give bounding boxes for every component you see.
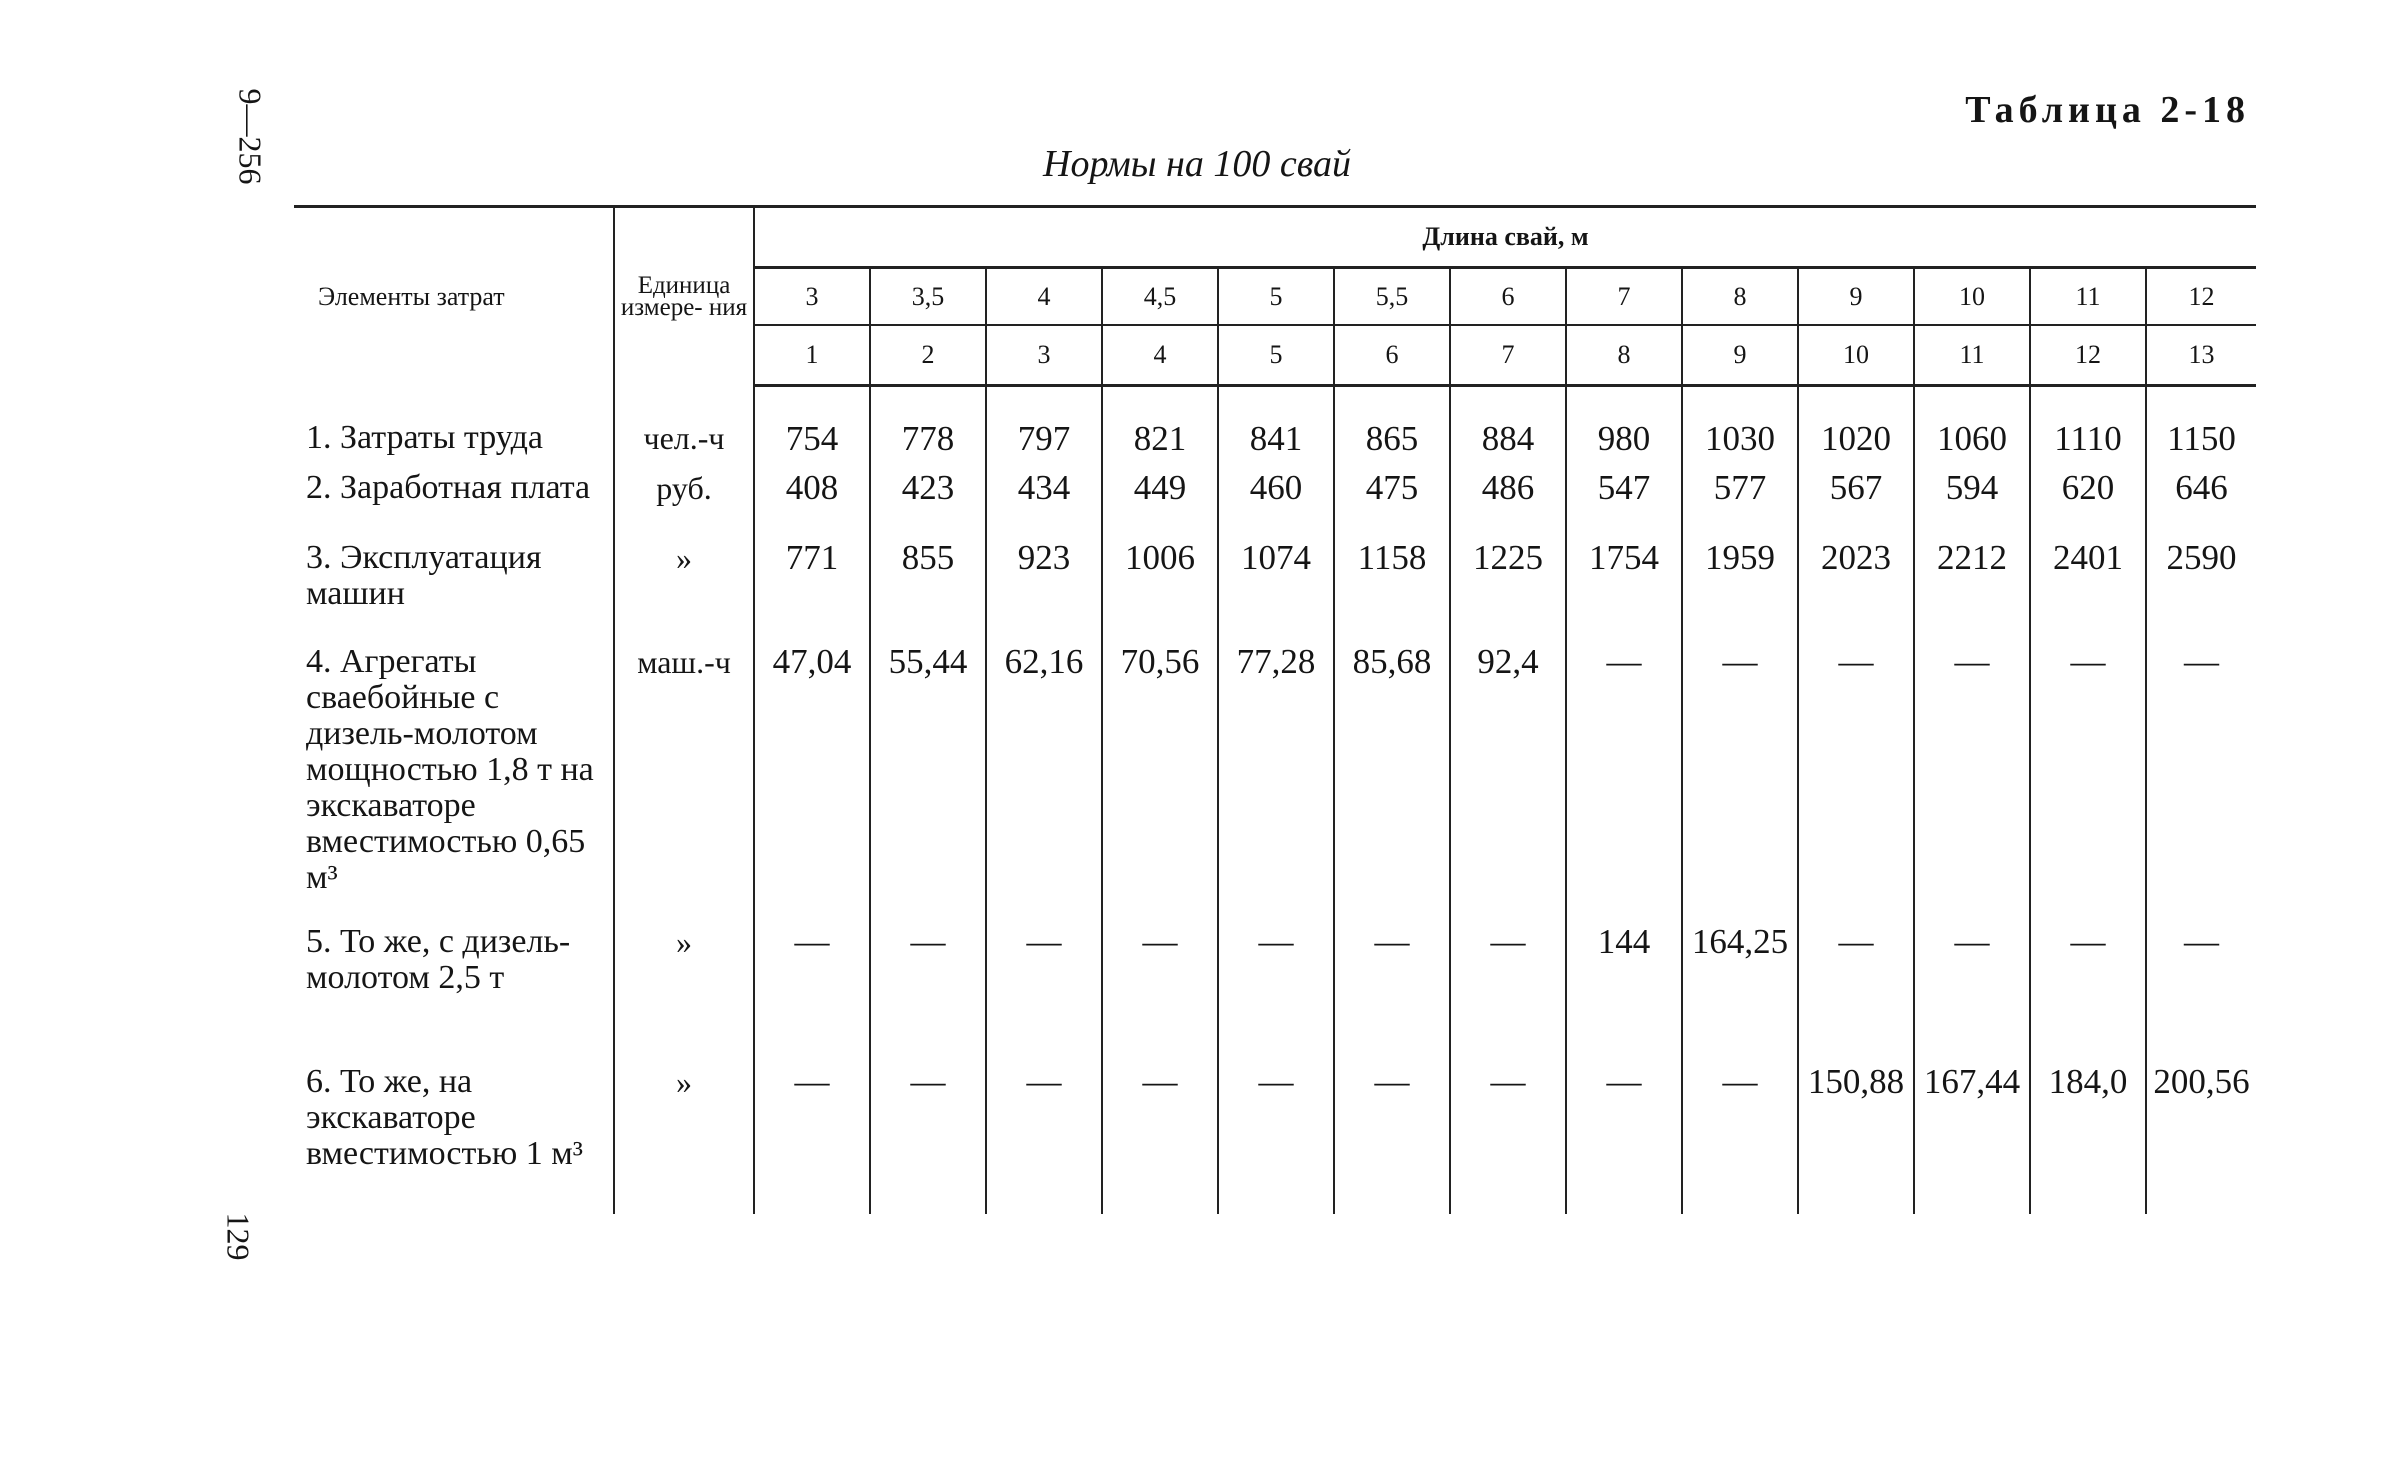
value-cell: 2212 bbox=[1914, 530, 2030, 634]
value-cell: — bbox=[1798, 634, 1914, 914]
value-cell: 475 bbox=[1334, 460, 1450, 530]
value-cell: 1225 bbox=[1450, 530, 1566, 634]
value-cell: — bbox=[1218, 1054, 1334, 1214]
value-cell: 184,0 bbox=[2030, 1054, 2146, 1214]
table-row bbox=[294, 914, 2256, 1054]
value-cell: 841 bbox=[1218, 386, 1334, 460]
column-index-header: 3 bbox=[986, 325, 1102, 386]
pile-length-header: 5 bbox=[1218, 268, 1334, 326]
value-cell: 62,16 bbox=[986, 634, 1102, 914]
value-cell: 144 bbox=[1566, 914, 1682, 1054]
unit-cell: руб. bbox=[614, 460, 754, 530]
value-cell: 1074 bbox=[1218, 530, 1334, 634]
value-cell: 855 bbox=[870, 530, 986, 634]
value-cell: 884 bbox=[1450, 386, 1566, 460]
value-cell: — bbox=[1218, 914, 1334, 1054]
table-label: Таблица 2-18 bbox=[1965, 89, 2250, 131]
pile-length-header: 3,5 bbox=[870, 268, 986, 326]
value-cell: — bbox=[1798, 914, 1914, 1054]
cost-element-cell: 3. Эксплуатация машин bbox=[294, 530, 614, 634]
value-cell: — bbox=[1334, 1054, 1450, 1214]
value-cell: 47,04 bbox=[754, 634, 870, 914]
column-index-header: 6 bbox=[1334, 325, 1450, 386]
margin-code: 9—256 bbox=[232, 88, 269, 185]
value-cell: 1110 bbox=[2030, 386, 2146, 460]
value-cell: — bbox=[2184, 641, 2220, 681]
cost-element-cell: 5. То же, с дизель-молотом 2,5 т bbox=[294, 914, 614, 1054]
column-header-pile-length: Длина свай, м bbox=[754, 207, 2256, 268]
value-cell: 1006 bbox=[1102, 530, 1218, 634]
value-cell: 164,25 bbox=[1682, 914, 1798, 1054]
table-row bbox=[294, 634, 2256, 914]
pile-length-header: 10 bbox=[1914, 268, 2030, 326]
table-row bbox=[294, 1054, 2256, 1214]
unit-cell: чел.-ч bbox=[614, 386, 754, 460]
norms-table bbox=[294, 205, 2256, 1214]
table-row bbox=[294, 460, 2256, 530]
value-cell: 980 bbox=[1566, 386, 1682, 460]
unit-cell: » bbox=[614, 914, 754, 1054]
value-cell: — bbox=[870, 914, 986, 1054]
value-cell: 646 bbox=[2175, 467, 2228, 507]
value-cell: — bbox=[2030, 914, 2146, 1054]
value-cell: 923 bbox=[986, 530, 1102, 634]
value-cell: 1030 bbox=[1682, 386, 1798, 460]
value-cell: 620 bbox=[2030, 460, 2146, 530]
value-cell: 92,4 bbox=[1450, 634, 1566, 914]
unit-cell: » bbox=[614, 1054, 754, 1214]
column-index-header: 4 bbox=[1102, 325, 1218, 386]
value-cell: 449 bbox=[1102, 460, 1218, 530]
cost-element-cell: 2. Заработная плата bbox=[294, 460, 614, 530]
value-cell: 797 bbox=[986, 386, 1102, 460]
value-cell: 77,28 bbox=[1218, 634, 1334, 914]
value-cell: 85,68 bbox=[1334, 634, 1450, 914]
value-cell: — bbox=[1102, 914, 1218, 1054]
value-cell: — bbox=[870, 1054, 986, 1214]
value-cell: — bbox=[1682, 1054, 1798, 1214]
value-cell: 1959 bbox=[1682, 530, 1798, 634]
value-cell: 778 bbox=[870, 386, 986, 460]
value-cell: — bbox=[1450, 1054, 1566, 1214]
value-cell: 1158 bbox=[1334, 530, 1450, 634]
value-cell: 55,44 bbox=[870, 634, 986, 914]
value-cell: — bbox=[2184, 921, 2220, 961]
value-cell: 70,56 bbox=[1102, 634, 1218, 914]
value-cell: 150,88 bbox=[1798, 1054, 1914, 1214]
value-cell: 2401 bbox=[2030, 530, 2146, 634]
value-cell: — bbox=[1102, 1054, 1218, 1214]
value-cell: 1150 bbox=[2167, 419, 2236, 458]
value-cell: — bbox=[754, 1054, 870, 1214]
pile-length-header: 8 bbox=[1682, 268, 1798, 326]
value-cell: — bbox=[1914, 634, 2030, 914]
column-index-header: 11 bbox=[1914, 325, 2030, 386]
column-index-header: 5 bbox=[1218, 325, 1334, 386]
column-index-header: 12 bbox=[2030, 325, 2146, 386]
pile-length-header: 12 bbox=[2146, 268, 2256, 326]
pile-length-header: 4 bbox=[986, 268, 1102, 326]
value-cell: — bbox=[754, 914, 870, 1054]
value-cell: 2023 bbox=[1798, 530, 1914, 634]
cost-element-cell: 4. Агрегаты сваебойные с дизель-молотом мощностью 1,8 т на экскаваторе вместимостью 0,65 м³ bbox=[294, 634, 614, 914]
value-cell: 434 bbox=[986, 460, 1102, 530]
value-cell: — bbox=[1914, 914, 2030, 1054]
value-cell: — bbox=[986, 1054, 1102, 1214]
column-index-header: 7 bbox=[1450, 325, 1566, 386]
value-cell: 1754 bbox=[1566, 530, 1682, 634]
value-cell: 547 bbox=[1566, 460, 1682, 530]
value-cell: 1020 bbox=[1798, 386, 1914, 460]
page-number: 129 bbox=[220, 1212, 257, 1261]
column-index-header: 10 bbox=[1798, 325, 1914, 386]
value-cell: 771 bbox=[754, 530, 870, 634]
pile-length-header: 4,5 bbox=[1102, 268, 1218, 326]
value-cell: 821 bbox=[1102, 386, 1218, 460]
column-index-header: 9 bbox=[1682, 325, 1798, 386]
table-body bbox=[294, 386, 2256, 1214]
unit-cell: » bbox=[614, 530, 754, 634]
table-row bbox=[294, 530, 2256, 634]
value-cell: 167,44 bbox=[1914, 1054, 2030, 1214]
pile-length-header: 6 bbox=[1450, 268, 1566, 326]
value-cell: 460 bbox=[1218, 460, 1334, 530]
column-index-header: 8 bbox=[1566, 325, 1682, 386]
value-cell: — bbox=[1566, 634, 1682, 914]
value-cell: 423 bbox=[870, 460, 986, 530]
pile-length-header: 11 bbox=[2030, 268, 2146, 326]
table-row bbox=[294, 386, 2256, 460]
column-index-header: 2 bbox=[870, 325, 986, 386]
value-cell: 200,56 bbox=[2153, 1061, 2250, 1101]
value-cell: — bbox=[986, 914, 1102, 1054]
value-cell: — bbox=[1450, 914, 1566, 1054]
value-cell: 865 bbox=[1334, 386, 1450, 460]
pile-length-header: 5,5 bbox=[1334, 268, 1450, 326]
value-cell: 594 bbox=[1914, 460, 2030, 530]
column-index-header: 13 bbox=[2146, 325, 2256, 386]
pile-length-header: 7 bbox=[1566, 268, 1682, 326]
value-cell: 577 bbox=[1682, 460, 1798, 530]
table-header bbox=[294, 207, 2256, 386]
pile-length-header: 3 bbox=[754, 268, 870, 326]
unit-cell: маш.-ч bbox=[614, 634, 754, 914]
value-cell: 486 bbox=[1450, 460, 1566, 530]
value-cell: 754 bbox=[754, 386, 870, 460]
value-cell: 1060 bbox=[1914, 386, 2030, 460]
table-caption: Нормы на 100 свай bbox=[1043, 143, 1351, 185]
value-cell: 2590 bbox=[2166, 537, 2237, 577]
column-header-unit: Единица измере- ния bbox=[614, 207, 754, 386]
pile-length-header: 9 bbox=[1798, 268, 1914, 326]
cost-element-cell: 1. Затраты труда bbox=[294, 386, 614, 460]
column-header-elements: Элементы затрат bbox=[294, 207, 614, 386]
value-cell: — bbox=[1334, 914, 1450, 1054]
value-cell: — bbox=[1566, 1054, 1682, 1214]
cost-element-cell: 6. То же, на экскаваторе вместимостью 1 м³ bbox=[294, 1054, 614, 1214]
value-cell: 408 bbox=[754, 460, 870, 530]
value-cell: — bbox=[1682, 634, 1798, 914]
value-cell: — bbox=[2030, 634, 2146, 914]
value-cell: 567 bbox=[1798, 460, 1914, 530]
column-index-header: 1 bbox=[754, 325, 870, 386]
